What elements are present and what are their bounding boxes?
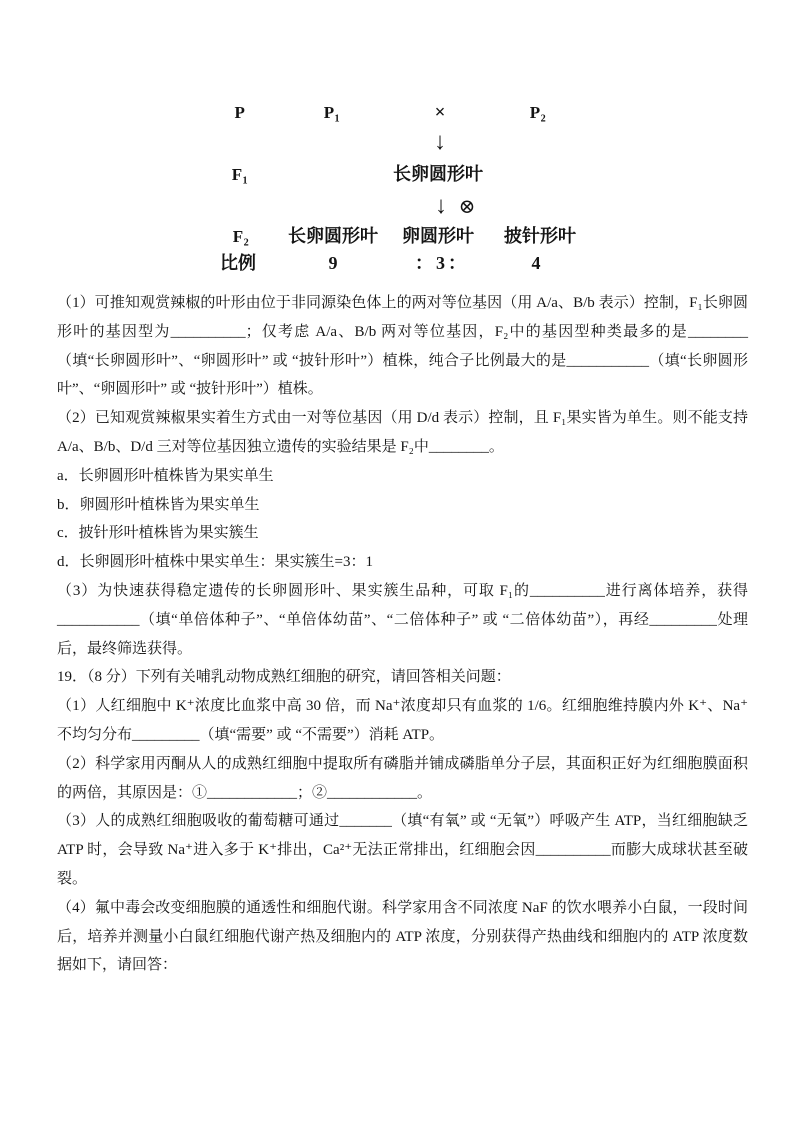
question-body [57, 289, 748, 980]
question-18-option-b: b．卵圆形叶植株皆为果实单生 [57, 496, 260, 513]
ratio-value-4: 4 [531, 253, 541, 273]
question-19-sub1: （1）人红细胞中 K⁺浓度比血浆中高 30 倍，而 Na⁺浓度却只有血浆的 1/6。红细胞维持膜内外 K⁺、Na⁺不均匀分布_________（填“需要” 或 “不需要”）消耗 ATP。 [57, 698, 748, 743]
down-arrow-icon: ↓ [435, 193, 447, 219]
generation-p-label: P [234, 103, 246, 122]
question-19-sub3: （3）人的成熟红细胞吸收的葡萄糖可通过_______（填“有氧” 或 “无氧”）呼吸产生 ATP，当红细胞缺乏 ATP 时，会导致 Na⁺进入多于 K⁺排出，Ca²⁺无法正常排出，红细胞会因__________而膨大成球状甚至破裂。 [57, 813, 748, 887]
f2-label: F₂ [232, 227, 250, 246]
question-18-sub3: （3）为快速获得稳定遗传的长卵圆形叶、果实簇生品种，可取 F₁的__________进行离体培养，获得___________（填“单倍体种子”、“单倍体幼苗”、“二倍体种子” 或 “二倍体幼苗”），再经_________处理后，最终筛选获得。 [57, 582, 748, 657]
parent1-label: P₁ [323, 103, 341, 122]
ratio-separator: ：3： [415, 253, 469, 273]
f1-label: F₁ [231, 165, 249, 184]
cross-icon: × [434, 102, 446, 123]
question-19-header: 19．（8 分）下列有关哺乳动物成熟红细胞的研究，请回答相关问题： [57, 669, 511, 686]
ratio-value-9: 9 [328, 253, 338, 273]
down-arrow-icon: ↓ [434, 129, 446, 155]
question-19-sub2: （2）科学家用丙酮从人的成熟红细胞中提取所有磷脂并铺成磷脂单分子层，其面积正好为红细胞膜面积的两倍，其原因是：①____________；②____________。 [57, 755, 748, 801]
f1-phenotype: 长卵圆形叶 [393, 164, 483, 184]
parent2-label: P₂ [529, 103, 547, 122]
question-18-option-d: d．长卵圆形叶植株中果实单生：果实簇生=3：1 [57, 554, 373, 571]
f2-phenotype-ovate: 卵圆形叶 [402, 226, 474, 246]
self-pollination-icon: ⊗ [458, 196, 476, 218]
ratio-label: 比例 [220, 253, 256, 273]
f2-phenotype-lanceolate: 披针形叶 [504, 226, 576, 246]
question-18-sub1: （1）可推知观赏辣椒的叶形由位于非同源染色体上的两对等位基因（用 A/a、B/b 表示）控制，F₁长卵圆形叶的基因型为__________；仅考虑 A/a、B/b 两对等位基因，F₂中的基因型种类最多的是________（填“长卵圆形叶”、“卵圆形叶” 或 “披针形叶”）植株，纯合子比例最大的是___________（填“长卵圆形叶”、“卵圆形叶” 或 “披针形叶”）植株。 [57, 295, 748, 398]
question-18-option-a: a．长卵圆形叶植株皆为果实单生 [57, 467, 274, 484]
question-18-sub2: （2）已知观赏辣椒果实着生方式由一对等位基因（用 D/d 表示）控制，且 F₁果实皆为单生。则不能支持 A/a、B/b、D/d 三对等位基因独立遗传的实验结果是 F₂中________。 [57, 410, 748, 455]
genetic-cross-diagram [0, 0, 800, 286]
f2-phenotype-long-ovate: 长卵圆形叶 [288, 226, 378, 246]
question-19-sub4: （4）氟中毒会改变细胞膜的通透性和细胞代谢。科学家用含不同浓度 NaF 的饮水喂养小白鼠，一段时间后，培养并测量小白鼠红细胞代谢产热及细胞内的 ATP 浓度，分别获得产热曲线和细胞内的 ATP 浓度数据如下，请回答： [57, 899, 748, 974]
question-18-option-c: c．披针形叶植株皆为果实簇生 [57, 525, 259, 542]
